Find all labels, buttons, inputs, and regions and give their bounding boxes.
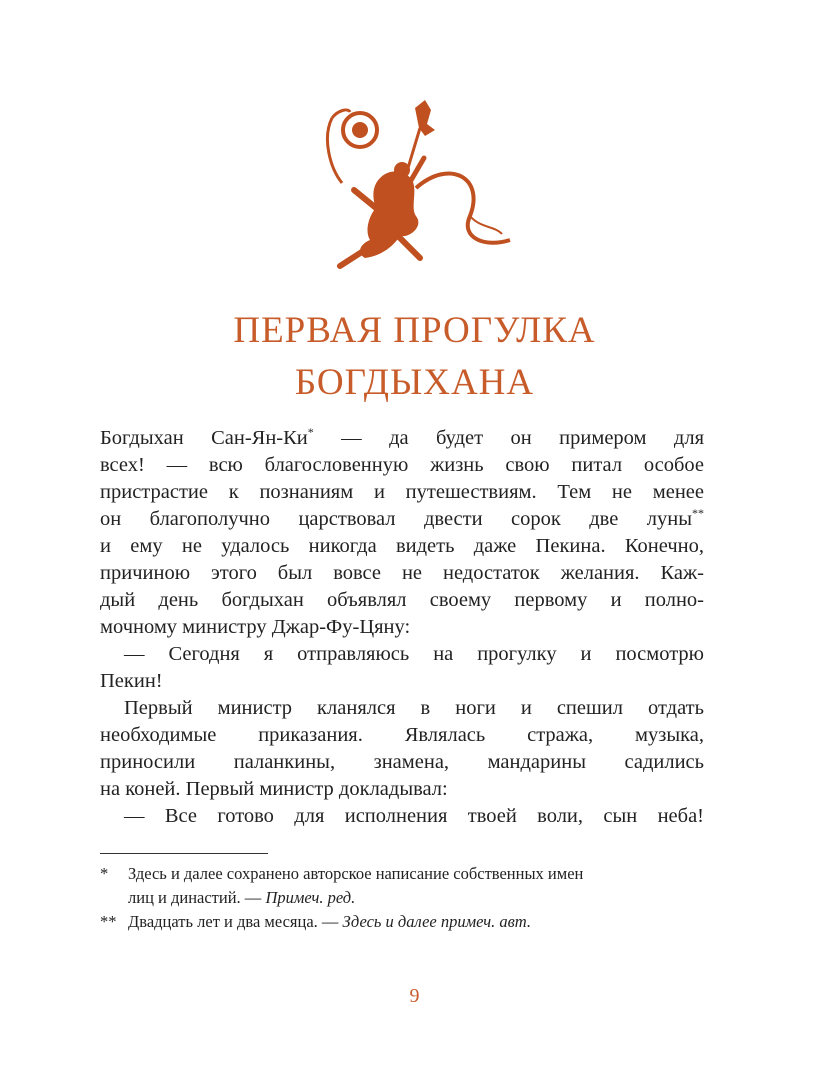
title-line-2: БОГДЫХАНА (294, 362, 535, 403)
text-line: — Сегодня я отправляюсь на прогулку и посмотрю (124, 643, 704, 665)
text-line: Богдыхан Сан-Ян-Ки* — да будет он примером для (100, 425, 704, 449)
text-line: дый день богдыхан объявлял своему первому и полно- (100, 589, 704, 611)
title-line-1: ПЕРВАЯ ПРОГУЛКА (233, 310, 596, 351)
text-line: мочному министру Джар-Фу-Цяну: (100, 616, 411, 638)
page-number: 9 (409, 985, 420, 1007)
text-line: — Все готово для исполнения твоей воли, сын неба! (124, 805, 704, 827)
chapter-title (0, 305, 829, 409)
footnote-mark: * (100, 864, 109, 883)
text-line: пристрастие к познаниям и путешествиям. Тем не менее (100, 481, 704, 503)
text-line: Первый министр кланялся в ноги и спешил отдать (124, 697, 704, 719)
text-line: необходимые приказания. Являлась стража, музыка, (100, 724, 704, 746)
text-line: и ему не удалось никогда видеть даже Пекина. Конечно, (100, 535, 704, 557)
dancing-figure-illustration-icon (320, 98, 530, 278)
footnotes (100, 862, 704, 934)
footnote-divider (100, 853, 268, 854)
text-line: приносили паланкины, знамена, мандарины садились (100, 751, 704, 773)
text-line: он благополучно царствовал двести сорок две луны** (100, 506, 704, 530)
chapter-body (100, 425, 704, 830)
footnote-ref-2[interactable]: ** (692, 506, 704, 521)
text-line: причиною этого был вовсе не недостаток желания. Каж- (100, 562, 704, 584)
text-line: на коней. Первый министр докладывал: (100, 778, 448, 800)
text-line: Пекин! (100, 670, 163, 692)
footnote-2: ** Двадцать лет и два месяца. — Здесь и далее примеч. авт. (100, 910, 704, 934)
footnote-ref-1[interactable]: * (307, 425, 314, 440)
text-line: всех! — всю благословенную жизнь свою питал особое (100, 454, 704, 476)
footnote-1: * Здесь и далее сохранено авторское написание собственных имен лиц и династий. — Примеч. ред. (100, 864, 584, 907)
footnote-mark: ** (100, 912, 117, 931)
